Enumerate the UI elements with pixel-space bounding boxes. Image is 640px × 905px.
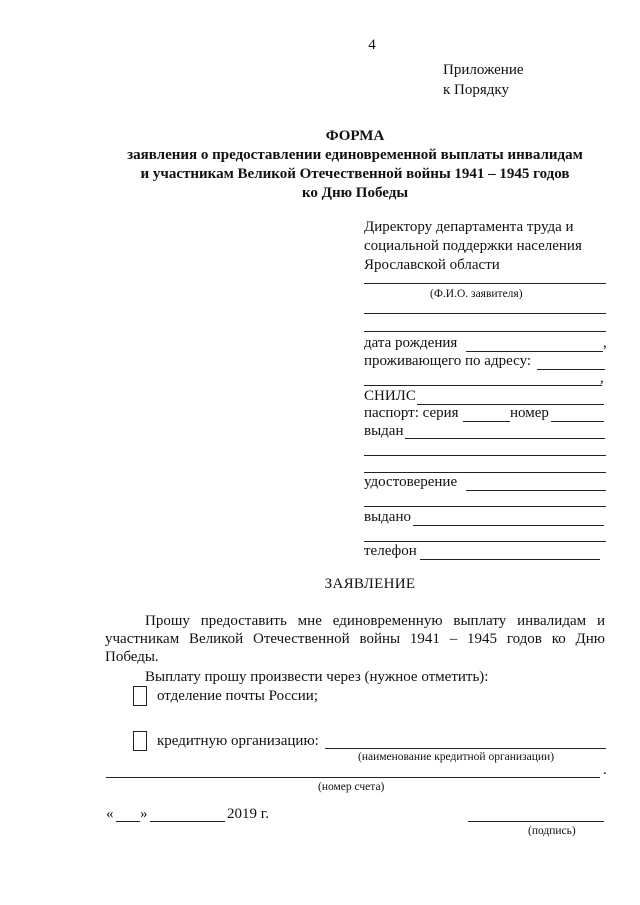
signature-input-line[interactable] — [468, 821, 604, 822]
address-input-line-1[interactable] — [537, 369, 605, 370]
address-input-line-2[interactable] — [364, 385, 602, 386]
issued-input-line-3[interactable] — [364, 472, 606, 473]
fio-extra-line-2[interactable] — [364, 331, 606, 332]
post-office-checkbox[interactable] — [133, 686, 147, 706]
account-dot: . — [603, 762, 607, 778]
passport-number-label: номер — [510, 405, 549, 421]
issued2-input-line-1[interactable] — [413, 525, 604, 526]
date-open-quote: « — [106, 806, 114, 822]
form-title-line-4: ко Дню Победы — [301, 185, 409, 201]
signature-caption: (подпись) — [528, 825, 576, 837]
fio-input-line[interactable] — [364, 283, 606, 284]
credit-org-label: кредитную организацию: — [157, 733, 319, 749]
phone-input-line[interactable] — [420, 559, 600, 560]
issued2-input-line-2[interactable] — [364, 541, 606, 542]
credit-org-checkbox[interactable] — [133, 731, 147, 751]
issued-label: выдан — [364, 423, 404, 439]
phone-label: телефон — [364, 543, 417, 559]
birth-date-comma: , — [603, 335, 607, 351]
address-label: проживающего по адресу: — [364, 353, 532, 369]
birth-date-label: дата рождения — [364, 335, 458, 351]
issued2-label: выдано — [364, 509, 411, 525]
passport-series-input-line[interactable] — [463, 421, 510, 422]
addressee-line-1: Директору департамента труда и — [364, 219, 574, 235]
certificate-input-line-1[interactable] — [466, 490, 606, 491]
credit-org-caption: (наименование кредитной организации) — [358, 751, 555, 763]
fio-caption: (Ф.И.О. заявителя) — [430, 288, 523, 300]
snils-label: СНИЛС — [364, 388, 416, 404]
birth-date-input-line[interactable] — [466, 351, 603, 352]
statement-body — [105, 612, 605, 686]
page-number: 4 — [368, 37, 376, 53]
certificate-input-line-2[interactable] — [364, 506, 606, 507]
issued-input-line-1[interactable] — [405, 438, 605, 439]
statement-title: ЗАЯВЛЕНИЕ — [324, 576, 416, 592]
statement-paragraph-2: Выплату прошу произвести через (нужное отметить): — [145, 669, 489, 685]
post-office-label: отделение почты России; — [157, 688, 319, 704]
account-caption: (номер счета) — [318, 781, 385, 793]
passport-number-input-line[interactable] — [551, 421, 604, 422]
addressee-line-2: социальной поддержки населения — [364, 238, 582, 254]
issued-input-line-2[interactable] — [364, 455, 606, 456]
form-title-line-2: заявления о предоставлении единовременной выплаты инвалидам — [127, 147, 583, 163]
certificate-label: удостоверение — [364, 474, 458, 490]
addressee-line-3: Ярославской области — [364, 257, 500, 273]
passport-series-label: паспорт: серия — [364, 405, 459, 421]
statement-paragraph-1: Прошу предоставить мне единовременную выплату инвалидам и участникам Великой Отечественной войны 1941 – 1945 годов ко Дню Победы. — [105, 613, 605, 665]
annex-line-1: Приложение — [443, 62, 524, 78]
date-year: 2019 г. — [227, 806, 269, 822]
date-close-quote: » — [140, 806, 148, 822]
date-day-input-line[interactable] — [116, 821, 140, 822]
credit-org-input-line[interactable] — [325, 748, 606, 749]
form-title-line-3: и участникам Великой Отечественной войны 1941 – 1945 годов — [140, 166, 570, 182]
annex-note — [443, 60, 524, 100]
fio-extra-line-1[interactable] — [364, 313, 606, 314]
address-comma: , — [600, 370, 604, 386]
date-month-input-line[interactable] — [150, 821, 225, 822]
form-title-line-1: ФОРМА — [325, 128, 385, 144]
annex-line-2: к Порядку — [443, 82, 509, 98]
addressee-block — [364, 218, 582, 275]
account-input-line[interactable] — [106, 777, 600, 778]
form-title — [0, 127, 640, 203]
